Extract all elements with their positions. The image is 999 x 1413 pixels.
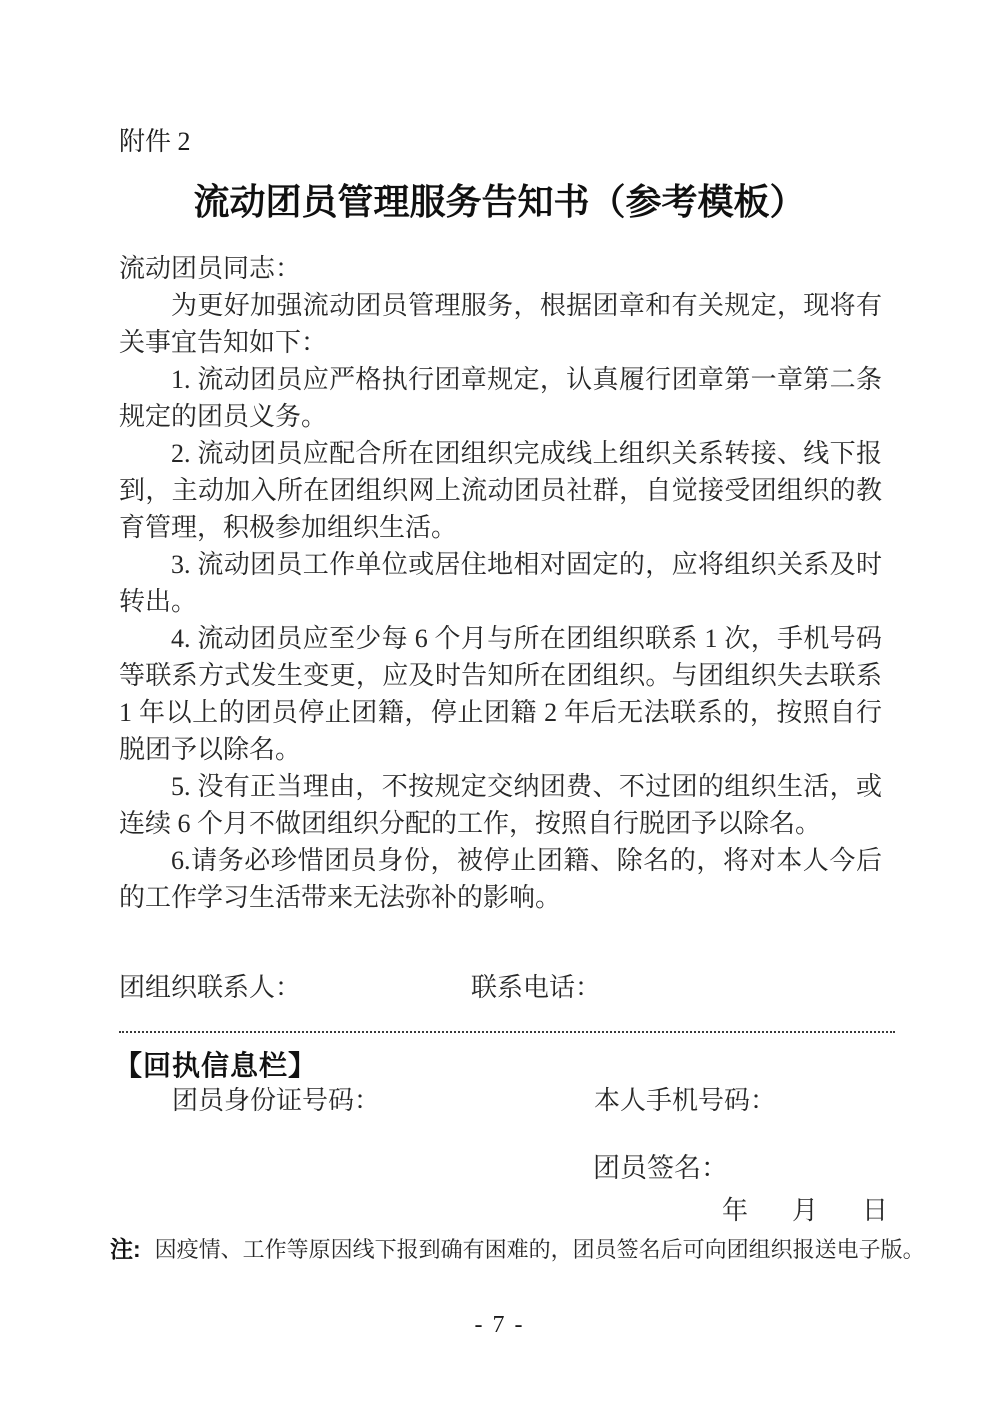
paragraph-item-3: 3. 流动团员工作单位或居住地相对固定的，应将组织关系及时转出。 bbox=[119, 550, 882, 616]
page-number: - 7 - bbox=[474, 1312, 525, 1338]
receipt-mobile-label: 本人手机号码： bbox=[594, 1086, 777, 1115]
paragraph-item-1: 1. 流动团员应严格执行团章规定，认真履行团章第一章第二条规定的团员义务。 bbox=[119, 365, 882, 431]
org-contact-label: 团组织联系人： bbox=[119, 973, 302, 1002]
paragraph-item-6: 6.请务必珍惜团员身份，被停止团籍、除名的，将对本人今后的工作学习生活带来无法弥补的影响。 bbox=[119, 846, 882, 912]
receipt-date-line bbox=[722, 1192, 888, 1229]
contact-row bbox=[119, 969, 882, 1006]
contact-phone-label: 联系电话： bbox=[471, 973, 602, 1002]
date-day-label: 日 bbox=[862, 1196, 889, 1225]
paragraph-item-4: 4. 流动团员应至少每 6 个月与所在团组织联系 1 次，手机号码等联系方式发生变更，应及时告知所在团组织。与团组织失去联系 1 年以上的团员停止团籍，停止团籍 2 年后无法联系的，按照自行脱团予以除名。 bbox=[119, 624, 882, 764]
paragraph-item-2: 2. 流动团员应配合所在团组织完成线上组织关系转接、线下报到，主动加入所在团组织网上流动团员社群，自觉接受团组织的教育管理，积极参加组织生活。 bbox=[119, 439, 882, 542]
receipt-signature-label: 团员签名： bbox=[593, 1153, 728, 1183]
footnote bbox=[110, 1234, 925, 1265]
receipt-section-title: 【回执信息栏】 bbox=[114, 1050, 318, 1081]
document-body bbox=[119, 250, 882, 916]
page-title: 流动团员管理服务告知书（参考模板） bbox=[193, 182, 806, 222]
date-year-label: 年 bbox=[722, 1196, 749, 1225]
paragraph-intro: 为更好加强流动团员管理服务，根据团章和有关规定，现将有关事宜告知如下： bbox=[119, 291, 882, 357]
attachment-label: 附件 2 bbox=[119, 127, 191, 156]
receipt-id-label: 团员身份证号码： bbox=[172, 1086, 381, 1115]
cut-line-divider bbox=[119, 1031, 895, 1033]
footnote-prefix: 注: bbox=[110, 1236, 141, 1262]
date-month-label: 月 bbox=[792, 1196, 819, 1225]
footnote-text: 因疫情、工作等原因线下报到确有困难的，团员签名后可向团组织报送电子版。 bbox=[154, 1237, 925, 1262]
salutation-line: 流动团员同志： bbox=[119, 254, 302, 283]
paragraph-item-5: 5. 没有正当理由，不按规定交纳团费、不过团的组织生活，或连续 6 个月不做团组织分配的工作，按照自行脱团予以除名。 bbox=[119, 772, 882, 838]
